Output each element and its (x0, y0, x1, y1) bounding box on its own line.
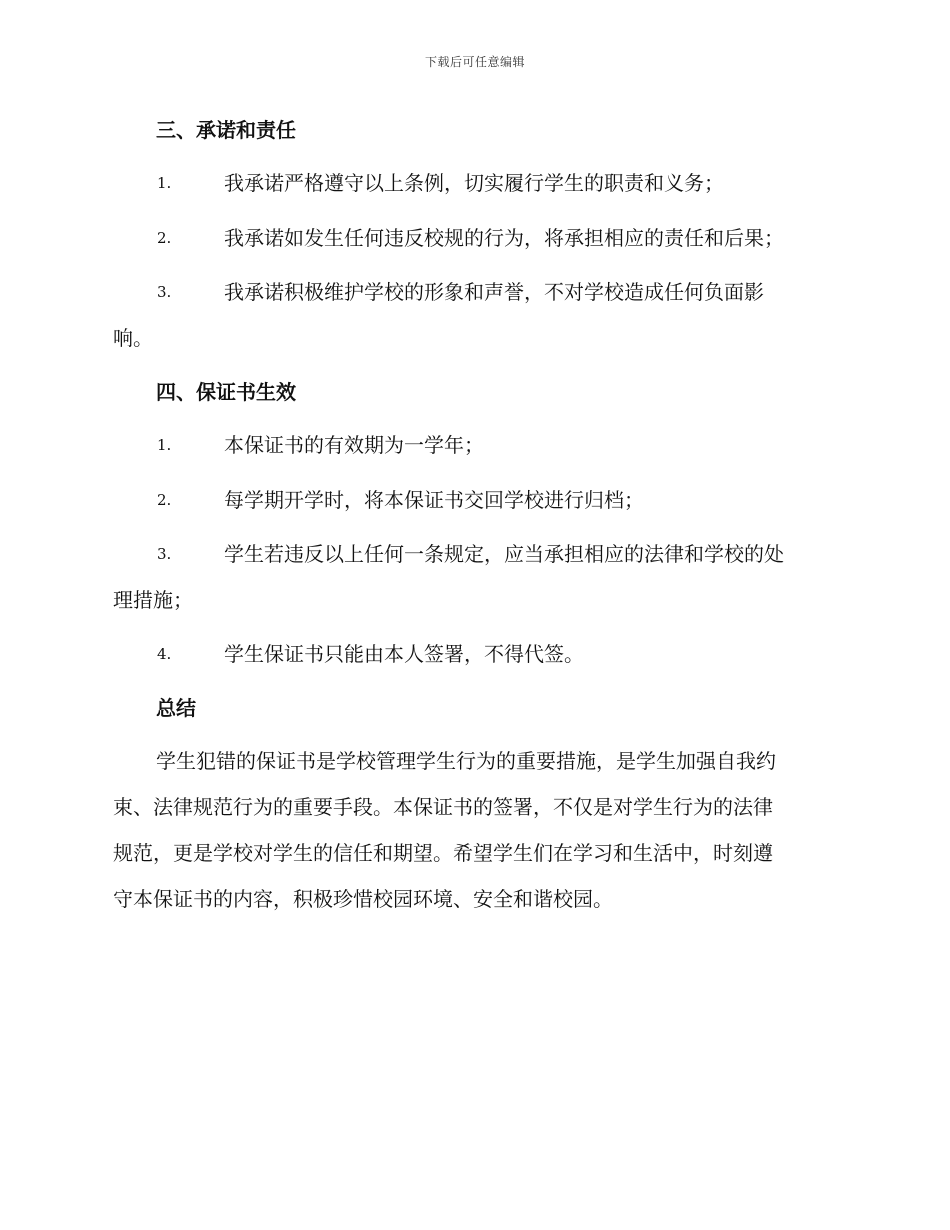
list-item-text: 我承诺严格遵守以上条例，切实履行学生的职责和义务； (224, 171, 724, 195)
list-item (113, 160, 835, 206)
list-item-text: 我承诺如发生任何违反校规的行为，将承担相应的责任和后果； (224, 226, 784, 250)
list-item (113, 631, 835, 677)
list-item-number: 2. (157, 491, 172, 509)
summary-line: 守本保证书的内容，积极珍惜校园环境、安全和谐校园。 (113, 887, 613, 911)
list-item-number: 4. (157, 645, 172, 663)
list-item-number: 3. (157, 545, 172, 563)
summary-line: 规范，更是学校对学生的信任和期望。希望学生们在学习和生活中，时刻遵 (113, 841, 773, 865)
summary-paragraph (113, 738, 835, 922)
list-item-text: 本保证书的有效期为一学年； (224, 433, 484, 457)
list-item-number: 2. (157, 229, 172, 247)
list-item (113, 269, 835, 361)
list-item (113, 477, 835, 523)
section-heading-summary: 总结 (156, 696, 196, 720)
list-item-text: 学生保证书只能由本人签署，不得代签。 (224, 642, 584, 666)
list-item-text-continued: 理措施； (113, 588, 193, 612)
list-item-text-continued: 响。 (113, 326, 153, 350)
list-item-text: 每学期开学时，将本保证书交回学校进行归档； (224, 488, 644, 512)
list-item-number: 1. (157, 436, 172, 454)
summary-line: 束、法律规范行为的重要手段。本保证书的签署，不仅是对学生行为的法律 (113, 795, 773, 819)
list-item (113, 215, 835, 261)
section-heading-commitment: 三、承诺和责任 (156, 118, 296, 142)
list-item-number: 1. (157, 174, 172, 192)
list-item-text: 我承诺积极维护学校的形象和声誉，不对学校造成任何负面影 (224, 280, 764, 304)
list-item (113, 531, 835, 623)
list-item (113, 422, 835, 468)
summary-line: 学生犯错的保证书是学校管理学生行为的重要措施，是学生加强自我约 (156, 749, 776, 773)
header-note: 下载后可任意编辑 (424, 55, 525, 69)
list-item-text: 学生若违反以上任何一条规定，应当承担相应的法律和学校的处 (224, 542, 784, 566)
section-heading-effectiveness: 四、保证书生效 (156, 380, 296, 404)
list-item-number: 3. (157, 283, 172, 301)
